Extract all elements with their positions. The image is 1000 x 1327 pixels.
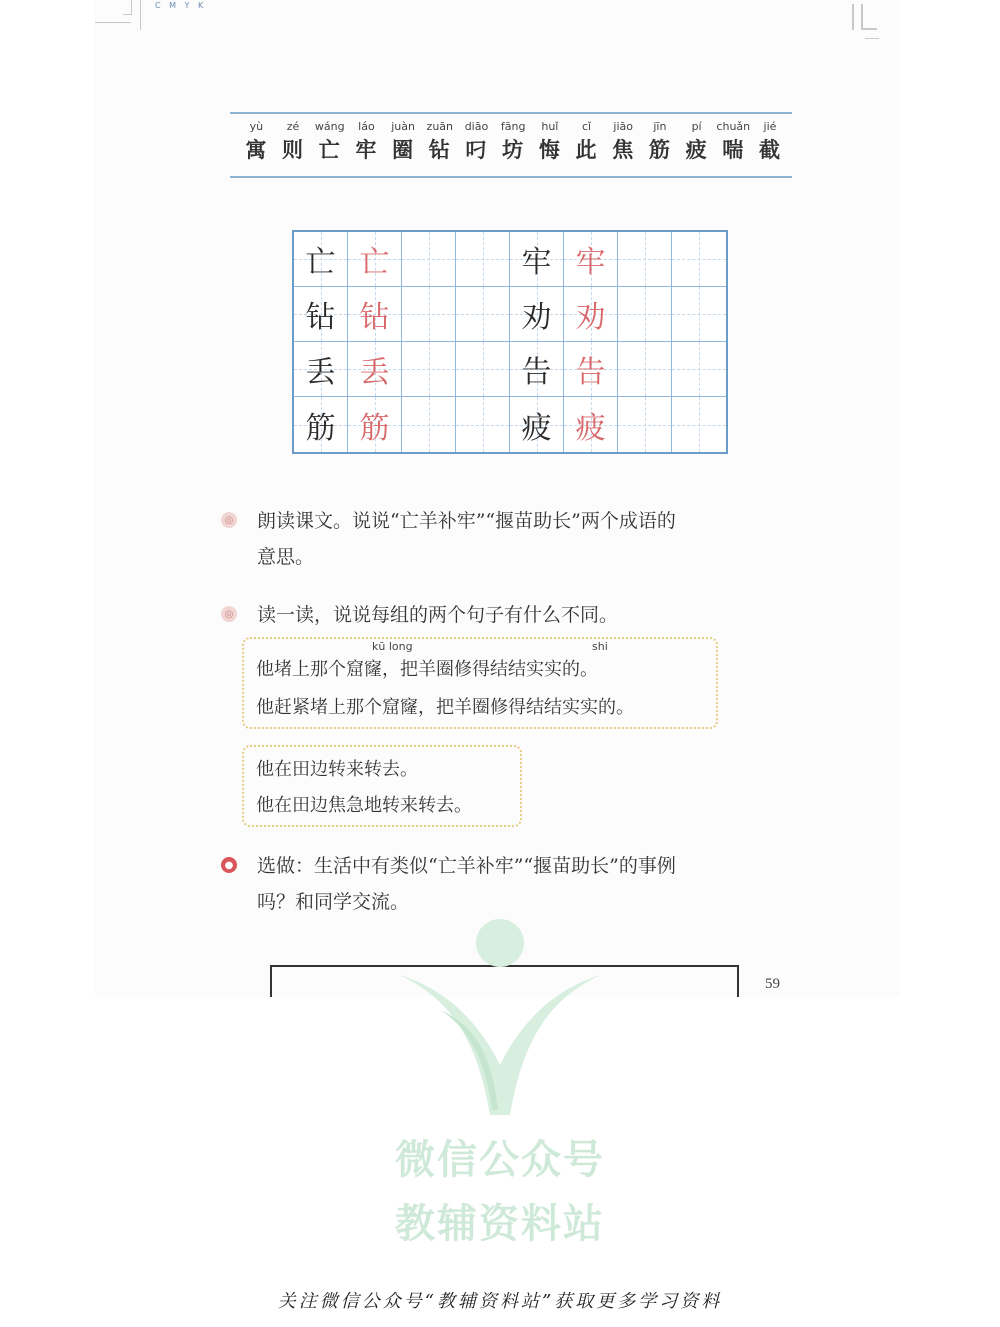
- vocab-pinyin: yù: [249, 120, 264, 133]
- vocab-pinyin: láo: [358, 120, 375, 133]
- exercise-3-line-1: 选做：生活中有类似“亡羊补牢”“揠苗助长”的事例: [257, 855, 676, 877]
- grid-cell-character: [510, 287, 564, 342]
- vocab-item: [532, 120, 569, 164]
- exercise-3: [225, 848, 795, 920]
- crop-mark-top-left-2: [95, 22, 131, 23]
- vocab-character: 截: [758, 137, 781, 162]
- vocab-pinyin: wáng: [314, 120, 345, 133]
- vocab-pinyin: fāng: [500, 120, 526, 133]
- vocab-pinyin: jīn: [653, 120, 667, 133]
- model-character: 亡: [305, 245, 336, 280]
- grid-cell-character: [564, 287, 618, 342]
- crop-mark-top-right: [852, 4, 854, 30]
- vocab-character: 圈: [392, 137, 415, 162]
- vocab-pinyin: huǐ: [541, 120, 559, 133]
- vocab-character: 寓: [245, 137, 268, 162]
- vocab-pinyin: cǐ: [581, 120, 592, 133]
- character-writing-grid: [292, 230, 728, 454]
- exercise-1: [225, 503, 795, 575]
- grid-cell-empty: [402, 287, 456, 342]
- page-number: 59: [765, 976, 780, 992]
- grid-cell-empty: [456, 397, 510, 452]
- trace-character: 亡: [359, 245, 390, 280]
- grid-cell-character: [348, 397, 402, 452]
- vocab-character: 牢: [355, 137, 378, 162]
- grid-cell-character: [510, 342, 564, 397]
- vocab-item: [642, 120, 679, 164]
- vocab-pinyin: zé: [286, 120, 300, 133]
- trace-character: 告: [575, 355, 606, 390]
- grid-cell-empty: [402, 232, 456, 287]
- crop-mark-top-right-2: [861, 4, 877, 30]
- vocab-character: 疲: [685, 137, 708, 162]
- vocab-item: [458, 120, 495, 164]
- vocab-pinyin: jié: [763, 120, 777, 133]
- sentence-group-1: [242, 637, 718, 729]
- sentence-group-1-b: 他赶紧堵上那个窟窿，把羊圈修得结结实实的。: [256, 697, 634, 718]
- trace-character: 劝: [575, 300, 606, 335]
- grid-cell-empty: [402, 342, 456, 397]
- grid-cell-character: [294, 232, 348, 287]
- watermark-logo-icon: [380, 915, 620, 1125]
- sentence-group-2-b: 他在田边焦急地转来转去。: [256, 795, 472, 816]
- grid-cell-character: [348, 287, 402, 342]
- vocab-item: [752, 120, 789, 164]
- vocab-character: 筋: [648, 137, 671, 162]
- grid-cell-character: [294, 342, 348, 397]
- vocab-item: [421, 120, 458, 164]
- grid-cell-character: [294, 397, 348, 452]
- grid-row: [294, 287, 726, 342]
- vocab-item: [605, 120, 642, 164]
- vocab-character: 则: [282, 137, 305, 162]
- grid-cell-empty: [672, 397, 726, 452]
- grid-cell-empty: [618, 287, 672, 342]
- footer-note: 关注微信公众号“教辅资料站”获取更多学习资料: [277, 1291, 723, 1312]
- exercise-1-line-2: 意思。: [257, 546, 315, 568]
- model-character: 筋: [305, 410, 336, 446]
- trace-character: 丢: [359, 355, 390, 390]
- grid-cell-character: [348, 342, 402, 397]
- ruby-shi: shi: [592, 640, 608, 653]
- model-character: 钻: [305, 300, 336, 335]
- model-character: 劝: [521, 300, 552, 335]
- sentence-group-2-a: 他在田边转来转去。: [256, 759, 418, 780]
- vocab-item: [495, 120, 532, 164]
- vocab-character: 钻: [428, 137, 451, 162]
- vocab-pinyin: diāo: [464, 120, 489, 133]
- model-character: 丢: [305, 355, 336, 390]
- sentence-group-2: [242, 745, 522, 827]
- grid-cell-empty: [618, 342, 672, 397]
- grid-cell-empty: [456, 232, 510, 287]
- grid-row: [294, 232, 726, 287]
- grid-cell-character: [510, 232, 564, 287]
- watermark-line-2: 教辅资料站: [395, 1201, 605, 1247]
- grid-cell-character: [564, 232, 618, 287]
- cmyk-marks: C M Y K: [155, 1, 207, 10]
- exercise-2-title: 读一读，说说每组的两个句子有什么不同。: [257, 604, 619, 626]
- grid-cell-empty: [456, 342, 510, 397]
- vocab-character: 此: [575, 137, 598, 162]
- vocab-character: 悔: [538, 137, 561, 162]
- exercise-2-bullet-icon: ◎: [221, 606, 237, 622]
- vocab-row: [238, 120, 788, 164]
- vocab-character: 亡: [318, 137, 341, 162]
- grid-row: [294, 397, 726, 452]
- vocab-pinyin: pí: [691, 120, 702, 133]
- grid-cell-character: [294, 287, 348, 342]
- crop-mark-left-vertical: [140, 0, 141, 30]
- exercise-1-line-1: 朗读课文。说说“亡羊补牢”“揠苗助长”两个成语的: [257, 510, 676, 532]
- vocab-pinyin-band: [230, 112, 792, 178]
- grid-cell-character: [564, 397, 618, 452]
- exercise-1-bullet-icon: ◎: [221, 512, 237, 528]
- grid-cell-empty: [456, 287, 510, 342]
- crop-mark-top-right-3: [865, 38, 879, 39]
- trace-character: 疲: [575, 410, 606, 446]
- textbook-page: [95, 0, 900, 997]
- grid-cell-empty: [672, 342, 726, 397]
- trace-character: 钻: [359, 300, 390, 335]
- vocab-character: 坊: [502, 137, 525, 162]
- grid-cell-character: [510, 397, 564, 452]
- vocab-character: 叼: [465, 137, 488, 162]
- vocab-item: [715, 120, 752, 164]
- vocab-pinyin: jiāo: [613, 120, 634, 133]
- vocab-character: 喘: [722, 137, 745, 162]
- vocab-character: 焦: [612, 137, 635, 162]
- trace-character: 筋: [359, 410, 390, 446]
- watermark-line-1: 微信公众号: [395, 1137, 605, 1183]
- vocab-pinyin: juàn: [391, 120, 415, 133]
- vocab-item: [238, 120, 275, 164]
- grid-cell-empty: [618, 232, 672, 287]
- grid-cell-empty: [402, 397, 456, 452]
- vocab-item: [678, 120, 715, 164]
- vocab-item: [311, 120, 348, 164]
- grid-row: [294, 342, 726, 397]
- exercise-3-line-2: 吗？和同学交流。: [257, 891, 410, 913]
- grid-cell-empty: [672, 232, 726, 287]
- vocab-item: [275, 120, 312, 164]
- vocab-item: [348, 120, 385, 164]
- crop-mark-top-left: [123, 0, 132, 15]
- vocab-item: [568, 120, 605, 164]
- exercise-2: [225, 597, 795, 633]
- trace-character: 牢: [575, 245, 606, 280]
- vocab-pinyin: chuǎn: [716, 120, 751, 133]
- vocab-pinyin: zuān: [426, 120, 454, 133]
- grid-cell-empty: [672, 287, 726, 342]
- model-character: 疲: [521, 410, 552, 446]
- ruby-kulong: kū long: [372, 640, 413, 653]
- vocab-item: [385, 120, 422, 164]
- grid-cell-character: [564, 342, 618, 397]
- grid-cell-empty: [618, 397, 672, 452]
- grid-cell-character: [348, 232, 402, 287]
- model-character: 牢: [521, 245, 552, 280]
- model-character: 告: [521, 355, 552, 390]
- sentence-group-1-a: 他堵上那个窟窿，把羊圈修得结结实实的。: [256, 659, 598, 680]
- exercise-3-bullet-icon: ●: [221, 857, 237, 873]
